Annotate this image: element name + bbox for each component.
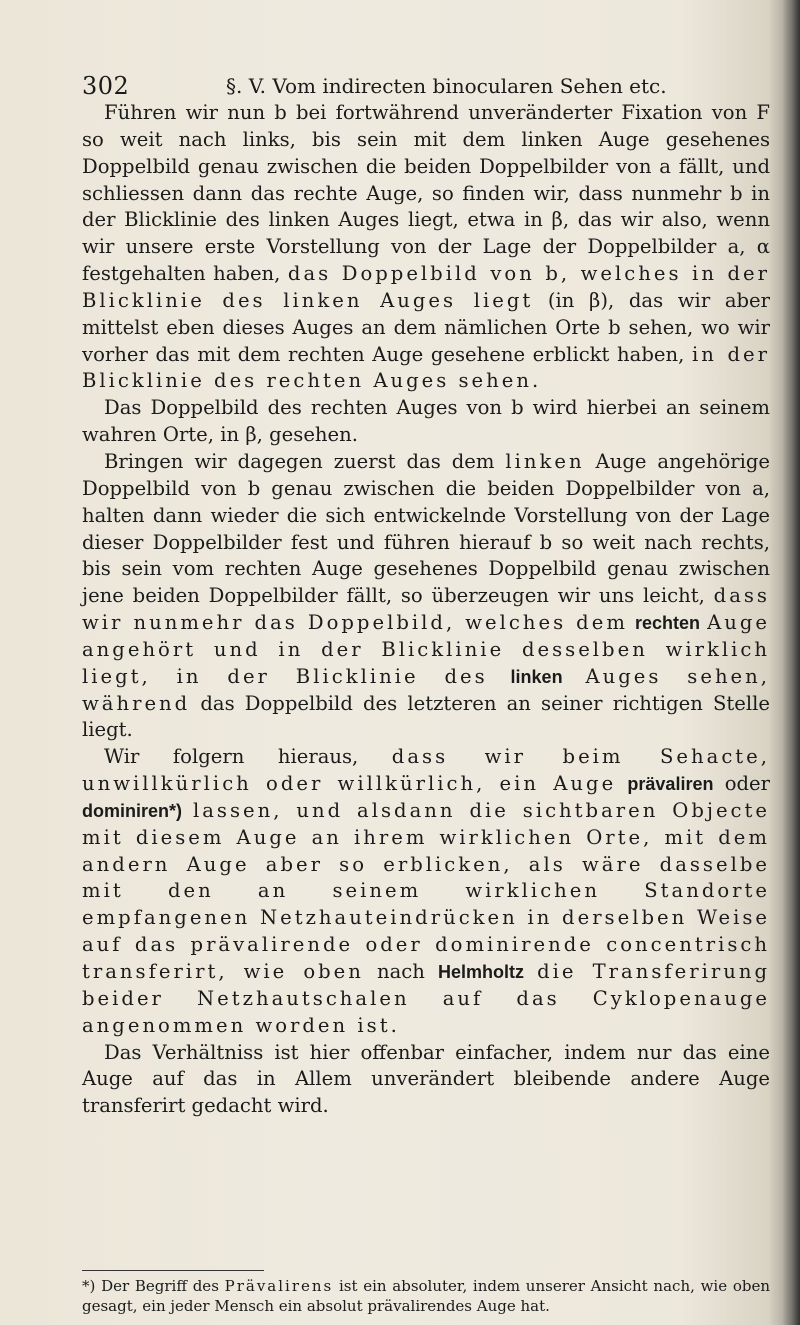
- paragraph-3-text-b: Auge angehörige Doppelbild von b genau zwischen die beiden Doppelbilder von a, halten dann wieder die sich entwickelnde Vorstellung von der Lage dieser Doppelbilder fest und führen hierauf b so weit nach rechts, bis sein vom rechten Auge gesehenes Doppelbild genau zwischen jene beiden Doppelbilder fällt, so überzeugen wir uns leicht,: [82, 449, 771, 608]
- body-text: [82, 100, 770, 1120]
- paragraph-4-text-c: nach: [377, 960, 425, 983]
- paragraph-5-text: Das Verhältniss ist hier offenbar einfacher, indem nur das eine Auge auf das in Allem unverändert bleibende andere Auge transferirt gedacht wird.: [82, 1040, 770, 1118]
- footnote-text: ist ein absoluter, indem unserer Ansicht nach, wie oben gesagt, ein jeder Mensch ein absolut prävalirendes Auge hat.: [82, 1277, 770, 1315]
- paragraph-4-emphasis-a: dass wir beim Sehacte, unwillkürlich oder willkürlich, ein Auge: [82, 745, 770, 796]
- page-number: 302: [82, 72, 130, 100]
- paragraph-4-emphasis-c: die Transferirung beider Netzhautschalen auf das Cyklopenauge angenommen worden ist.: [82, 960, 771, 1037]
- paragraph-3-text-a: Bringen wir dagegen zuerst das dem: [104, 449, 495, 473]
- paragraph-4-text-b: oder: [724, 772, 770, 796]
- paragraph-3-emphasis-c: Auges sehen, während: [82, 664, 771, 715]
- paragraph-1-text-b: (in β), das wir aber mittelst eben dieses Auges an dem nämlichen Orte b sehen, wo wir vorher das mit dem rechten Auge gesehene erblickt haben,: [82, 288, 771, 366]
- paragraph-3-emphasis-a: dass wir nunmehr das Doppelbild, welches dem: [82, 584, 770, 635]
- page-header: [82, 72, 762, 102]
- paragraph-3-emphasis-linken: linken: [505, 449, 585, 473]
- paragraph-4-bold-helmholtz: Helmholtz: [438, 962, 525, 982]
- paragraph-3-bold-linken: linken: [510, 666, 563, 687]
- paragraph-4-bold-dominiren: dominiren*): [82, 800, 183, 821]
- paragraph-3-bold-rechten: rechten: [634, 613, 700, 634]
- page-edge-shadow: [782, 0, 800, 1325]
- running-title: §. V. Vom indirecten binocularen Sehen etc.: [226, 74, 667, 98]
- paragraph-3-text-c: das Doppelbild des letzteren an seiner richtigen Stelle liegt.: [82, 691, 770, 742]
- paragraph-3-emphasis-b: Auge angehört und in der Blicklinie desselben wirklich liegt, in der Blicklinie des: [82, 611, 770, 688]
- paragraph-4-bold-praevaliren: prävaliren: [627, 774, 714, 795]
- paragraph-4-emphasis-b: lassen, und alsdann die sichtbaren Objecte mit diesem Auge an ihrem wirklichen Orte, mit dem andern Auge aber so erblicken, als wäre dasselbe mit den an seinem wirklichen Standorte empfangenen Netzhauteindrücken in derselben Weise auf das prävalirende oder dominirende concentrisch transferirt, wie oben: [82, 798, 770, 983]
- paragraph-1-text-a: Führen wir nun b bei fortwährend unveränderter Fixation von F so weit nach links, bis sein mit dem linken Auge gesehenes Doppelbild genau zwischen die beiden Doppelbilder von a fällt, und schliessen dann das rechte Auge, so finden wir, dass nunmehr b in der Blicklinie des linken Auges liegt, etwa in β, das wir also, wenn wir unsere erste Vorstellung von der Lage der Doppelbilder a, α festgehalten haben,: [82, 101, 770, 286]
- paragraph-2: [82, 395, 770, 449]
- paragraph-5: [82, 1040, 770, 1121]
- footnote: [82, 1276, 770, 1316]
- paragraph-3: [82, 449, 770, 744]
- footnote-term: Prävalirens: [224, 1277, 334, 1295]
- footnote-rule: [82, 1270, 264, 1271]
- footnote-marker: *) Der Begriff des: [82, 1277, 219, 1295]
- paragraph-1-emphasis-a: das Doppelbild von b, welches in der Blicklinie des linken Auges liegt: [82, 262, 770, 312]
- paragraph-2-text: Das Doppelbild des rechten Auges von b wird hierbei an seinem wahren Orte, in β, gesehen.: [82, 396, 770, 447]
- paragraph-4-text-a: Wir folgern hieraus,: [104, 745, 359, 769]
- paragraph-1-emphasis-b: in der Blicklinie des rechten Auges sehen.: [82, 342, 771, 393]
- paragraph-4: [82, 744, 770, 1039]
- paragraph-1: [82, 100, 770, 395]
